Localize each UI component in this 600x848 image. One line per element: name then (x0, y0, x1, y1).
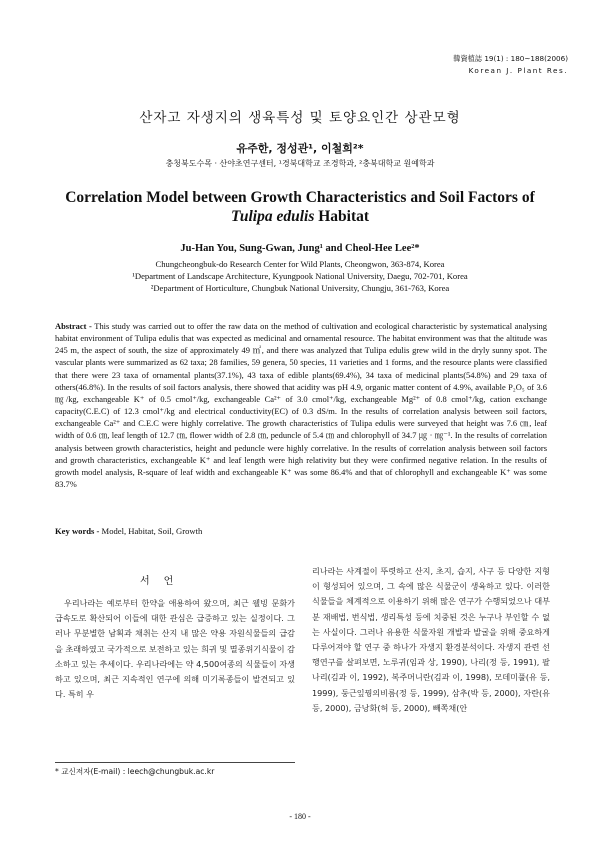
affiliation-3: ²Department of Horticulture, Chungbuk National University, Chungju, 361-763, Korea (150, 283, 450, 293)
journal-citation: 韓資植誌 19(1) : 180~188(2006) (453, 54, 568, 63)
abstract-label: Abstract - (55, 321, 95, 331)
korean-title: 산자고 자생지의 생육특성 및 토양요인간 상관모형 (139, 110, 461, 126)
right-column-body: 리나라는 사계절이 뚜렷하고 산지, 초지, 습지, 사구 등 다양한 지형이 형성되어 있으며, 그 속에 많은 식물군이 생육하고 있다. 이러한 식물들을 체계적으로 이용하기 위해 많은 연구가 수행되었으나 대부분 재배법, 번식법, 생리특성 등에 치중된 것은 누구나 부인할 수 없는 사실이다. 그러나 유용한 식물자원 개발과 발굴을 위해 중요하게 다루어져야 할 연구 중 하나가 자생지 환경분석이다. 자생지 관련 선행연구를 살펴보면, 노루귀(임과 상, 1990), 나리(정 등, 1991), 팔나리(김과 이, 1992), 복주머니란(김과 이, 1998), 모데미풀(유 등, 1999), 둥근잎꿩의비름(정 등, 1999), 삼추(박 등, 2000), 자란(유 등, 2000), 금낭화(허 등, 2000), 빼쪽채(안 (312, 566, 550, 713)
english-authors: Ju-Han You, Sung-Gwan, Jung¹ and Cheol-Hee Lee²* (180, 243, 420, 254)
english-title (50, 188, 550, 226)
english-title-end: Habitat (314, 208, 370, 225)
journal-name: Korean J. Plant Res. (468, 66, 568, 75)
page-number: - 180 - (289, 812, 311, 821)
korean-authors: 유주한, 정성관¹, 이철희²* (236, 142, 364, 155)
korean-affiliations: 충청북도수목 · 산야초연구센터, ¹경북대학교 조경학과, ²충북대학교 원예학과 (165, 159, 435, 168)
section-heading-introduction: 서언 (140, 576, 188, 587)
affiliation-1: Chungcheongbuk-do Research Center for Wild Plants, Cheongwon, 363-874, Korea (155, 259, 445, 269)
left-column-body: 우리나라는 예로부터 한약을 애용하여 왔으며, 최근 웰빙 문화가 급속도로 확산되어 이들에 대한 관심은 급증하고 있는 실정이다. 그러나 무분별한 남획과 채취는 산지 내 많은 약용 자원식물들의 급감을 초래하였고 국가적으로 보전하고 있는 희귀 및 멸종위기식물이 감소하고 있는 추세이다. 우리나라에는 약 4,500여종의 식물들이 자생하고 있으며, 최근 지속적인 연구에 의해 미기록종들이 발견되고 있다. 특히 우 (55, 598, 295, 700)
english-title-line1: Correlation Model between Growth Characteristics and Soil Factors of (65, 189, 535, 206)
keywords-text: Model, Habitat, Soil, Growth (101, 526, 203, 536)
footnote-divider (55, 762, 295, 763)
corresponding-author-footnote: * 교신저자(E-mail) : leech@chungbuk.ac.kr (55, 767, 215, 776)
affiliation-2: ¹Department of Landscape Architecture, Kyungpook National University, Daegu, 702-701, Korea (132, 271, 468, 281)
abstract-text: This study was carried out to offer the raw data on the method of cultivation and ecological characteristic by systematical analysing habitat environment of Tulipa edulis that was expected as medicinal and ornamental resource. The habitat environment was that the altitude was 245 m, the aspect of south, the size of approximately 49 ㎡, and there was analyzed that Tulipa edulis grew wild in the dryly sunny spot. The vascular plants were summarized as 62 taxa; 28 families, 59 genera, 50 species, 11 varieties and 1 forms, and the resource plants were classified that there were 23 taxa of ornamental plants(37.1%), 43 taxa of edible plants(69.4%), 34 taxa of medicinal plants(54.8%) and 29 taxa of others(46.8%). In the results of soil factors analysis, there showed that acidity was pH 4.9, organic matter content of 4.9%, available P₂O₅ of 3.6 ㎎/kg, exchangeable K⁺ of 0.5 cmol⁺/kg, exchangeable Ca²⁺ of 3.0 cmol⁺/kg, exchangeable Mg²⁺ of 0.8 cmol⁺/kg, cation exchange capacity(C.E.C) of 12.3 cmol⁺/kg and electrical conductivity(EC) of 0.3 dS/m. In the results of correlation analysis between soil factors, exchangeable Ca²⁺ and C.E.C were highly correlative. The growth characteristics of Tulipa edulis were surveyed that height was 7.6 ㎝, leaf width of 0.6 ㎝, leaf length of 12.7 ㎝, flower width of 2.8 ㎝, peduncle of 5.4 ㎝ and chlorophyll of 34.7 ㎍ · ㎎⁻¹. In the results of correlation analysis between growth characteristics, height and peduncle were highly correlative. In the results of correlation analysis between soil factors and growth characteristics, exchangeable K⁺ and leaf length were high relativity but they were confirmed negative relation. In the results of growth model analysis, R-square of leaf width and exchangeable K⁺ was some 86.4% and that of chlorophyll and exchangeable K⁺ was some 83.7% (55, 321, 547, 490)
english-affiliations (0, 258, 600, 294)
english-title-species: Tulipa edulis (230, 208, 315, 225)
abstract (55, 320, 547, 490)
keywords (55, 526, 202, 536)
keywords-label: Key words - (55, 526, 102, 536)
